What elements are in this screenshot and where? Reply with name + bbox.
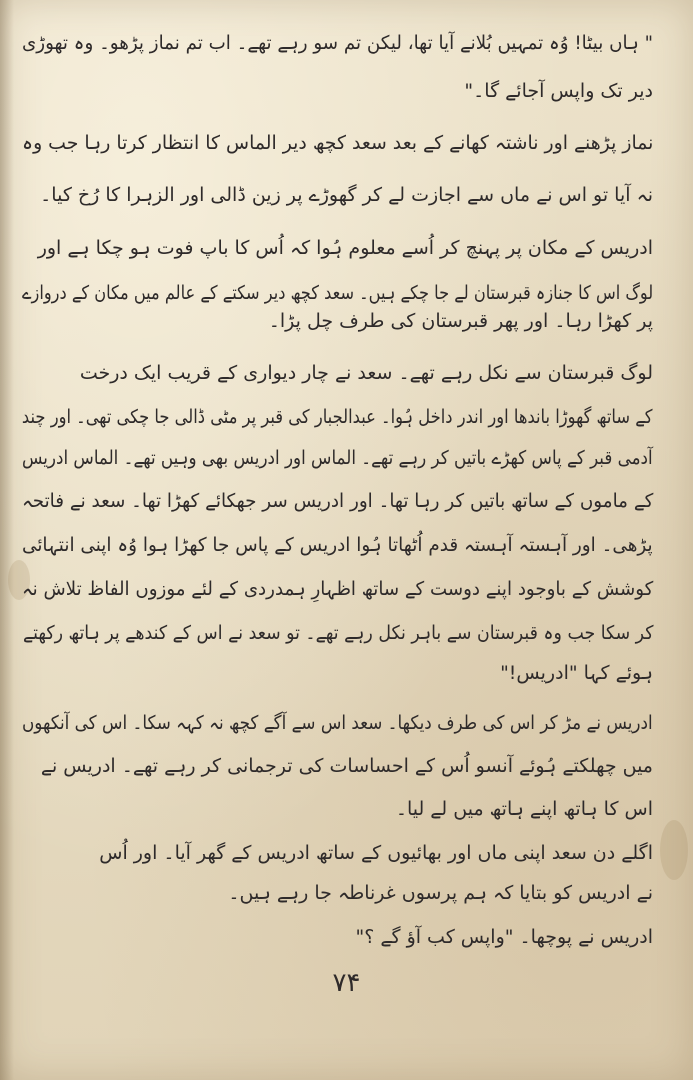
paper-stain [660,820,688,880]
text-line: کر سکا جب وہ قبرستان سے باہر نکل رہے تھے۔ تو سعد نے اس کے کندھے پر ہاتھ رکھتے [22,622,653,644]
text-line: پڑھی۔ اور آہستہ آہستہ قدم اُٹھاتا ہُوا ادریس کے پاس جا کھڑا ہوا وُہ اپنی انتہائی [22,534,653,556]
text-line: ادریس نے پوچھا۔ "واپس کب آؤ گے ؟" [355,926,653,948]
text-line: دیر تک واپس آجائے گا۔" [464,80,653,102]
text-line: آدمی قبر کے پاس کھڑے باتیں کر رہے تھے۔ الماس اور ادریس بھی وہیں تھے۔ الماس ادریس [22,447,653,469]
text-line: کے ماموں کے ساتھ باتیں کر رہا تھا۔ اور ادریس سر جھکائے کھڑا تھا۔ سعد نے فاتحہ [21,490,653,512]
text-line: نہ آیا تو اس نے ماں سے اجازت لے کر گھوڑے پر زین ڈالی اور الزہرا کا رُخ کیا۔ [40,184,653,206]
text-line: کے ساتھ گھوڑا باندھا اور اندر داخل ہُوا۔ عبدالجبار کی قبر پر مٹی ڈالی جا چکی تھی۔ اور چند [22,406,653,428]
text-line: میں چھلکتے ہُوئے آنسو اُس کے احساسات کی ترجمانی کر رہے تھے۔ ادریس نے [40,755,653,777]
text-line: لوگ قبرستان سے نکل رہے تھے۔ سعد نے چار دیواری کے قریب ایک درخت [79,362,653,384]
page-edge-shadow [0,0,14,1080]
text-line: اس کا ہاتھ اپنے ہاتھ میں لے لیا۔ [395,798,653,820]
text-line: نماز پڑھنے اور ناشتہ کھانے کے بعد سعد کچھ دیر الماس کا انتظار کرتا رہا جب وہ [21,132,653,154]
text-line: ادریس نے مڑ کر اس کی طرف دیکھا۔ سعد اس سے آگے کچھ نہ کہہ سکا۔ اس کی آنکھوں [22,712,653,734]
text-line: نے ادریس کو بتایا کہ ہم پرسوں غرناطہ جا رہے ہیں۔ [228,882,653,904]
page-number: ۷۴ [332,968,361,998]
text-line: ادریس کے مکان پر پہنچ کر اُسے معلوم ہُوا کہ اُس کا باپ فوت ہو چکا ہے اور [37,237,653,259]
text-line: پر کھڑا رہا۔ اور پھر قبرستان کی طرف چل پڑا۔ [268,310,653,332]
text-line: " ہاں بیٹا! وُہ تمہیں بُلانے آیا تھا، لیکن تم سو رہے تھے۔ اب تم نماز پڑھو۔ وہ تھوڑی [22,32,653,54]
text-line: اگلے دن سعد اپنی ماں اور بھائیوں کے ساتھ ادریس کے گھر آیا۔ اور اُس [99,842,653,864]
text-line: ہوئے کہا "ادریس!" [500,662,653,684]
text-line: لوگ اس کا جنازہ قبرستان لے جا چکے ہیں۔ سعد کچھ دیر سکتے کے عالم میں مکان کے دروازے [21,282,653,304]
text-line: کوشش کے باوجود اپنے دوست کے ساتھ اظہارِ ہمدردی کے لئے موزوں الفاظ تلاش نہ [21,578,653,600]
